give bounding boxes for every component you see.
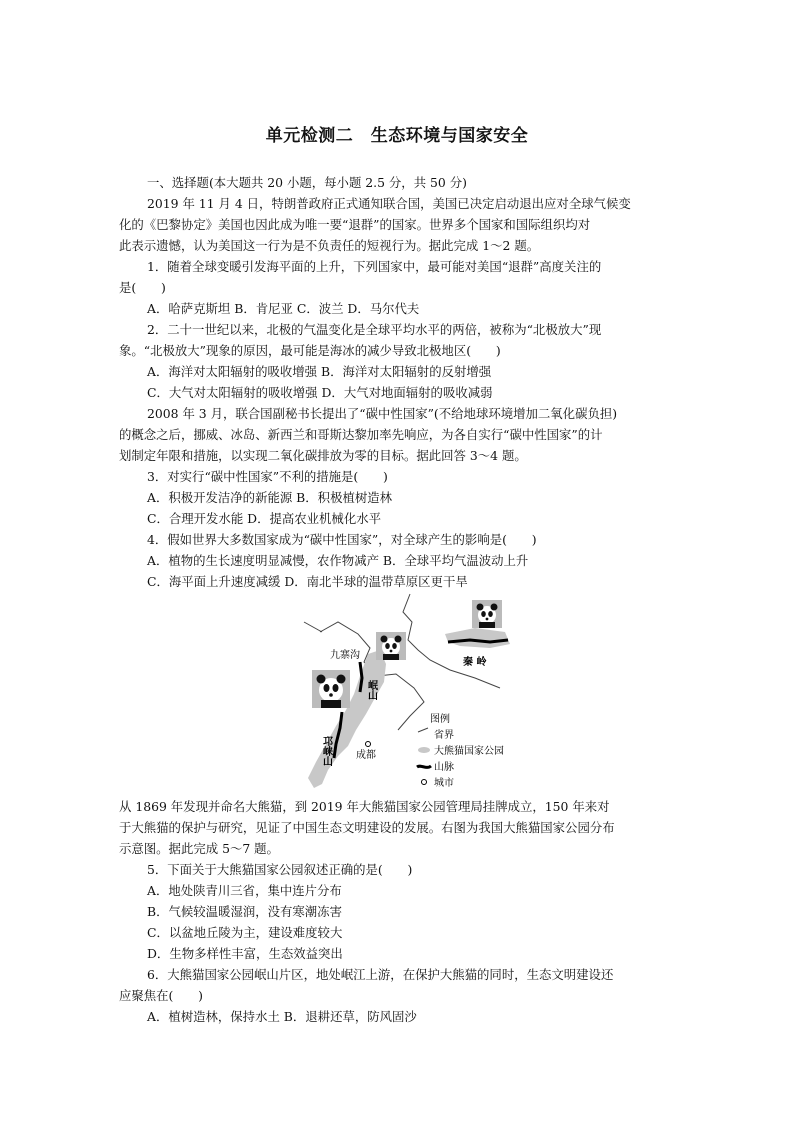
- passage-line: 于大熊猫的保护与研究，见证了中国生态文明建设的发展。右图为我国大熊猫国家公园分布: [119, 820, 615, 835]
- question-line: 应聚焦在( ): [119, 988, 204, 1003]
- passage-line: 的概念之后，挪威、冰岛、新西兰和哥斯达黎加率先响应，为各自实行“碳中性国家”的计: [119, 427, 603, 442]
- label-chengdu: 成都: [356, 750, 376, 761]
- legend-mountain-symbol: [417, 766, 431, 767]
- legend-item-border: 省界: [434, 730, 454, 741]
- park-area-qinling: [445, 628, 510, 648]
- passage-line: 此表示遗憾，认为美国这一行为是不负责任的短视行为。据此完成 1～2 题。: [119, 238, 540, 253]
- legend-park-symbol: [418, 747, 430, 753]
- legend-city-symbol: [422, 780, 427, 785]
- label-qinling: 秦 岭: [463, 657, 487, 668]
- map-svg: [300, 592, 530, 792]
- legend-item-park: 大熊猫国家公园: [434, 746, 504, 757]
- label-minshan: 岷山: [365, 680, 377, 700]
- options-line: C．合理开发水能 D．提高农业机械化水平: [147, 511, 381, 526]
- options-line: A．植树造林，保持水土 B．退耕还草，防风固沙: [147, 1009, 417, 1024]
- passage-line: 2008 年 3 月，联合国副秘书长提出了“碳中性国家”(不给地球环境增加二氧化碳负担): [147, 406, 618, 421]
- passage-line: 从 1869 年发现并命名大熊猫，到 2019 年大熊猫国家公园管理局挂牌成立，150 年来对: [119, 799, 610, 814]
- panda-icon: [472, 600, 502, 628]
- province-border: [304, 622, 322, 632]
- label-qionglai: 邛崃山: [320, 736, 332, 766]
- options-line: D．生物多样性丰富，生态效益突出: [147, 946, 343, 961]
- options-line: C．海平面上升速度减缓 D．南北半球的温带草原区更干旱: [147, 574, 468, 589]
- city-chengdu-marker: [366, 742, 371, 747]
- options-line: A．海洋对太阳辐射的吸收增强 B．海洋对太阳辐射的反射增强: [147, 364, 492, 379]
- passage-line: 化的《巴黎协定》美国也因此成为唯一要“退群”的国家。世界多个国家和国际组织均对: [119, 217, 591, 232]
- question-4: 4．假如世界大多数国家成为“碳中性国家”，对全球产生的影响是( ): [147, 532, 537, 547]
- legend-title: 图例: [430, 714, 450, 725]
- question-2: 2．二十一世纪以来，北极的气温变化是全球平均水平的两倍，被称为“北极放大”现: [147, 322, 602, 337]
- panda-icon: [376, 632, 406, 660]
- legend-border-symbol: [418, 728, 428, 732]
- question-line: 象。“北极放大”现象的原因，最可能是海冰的减少导致北极地区( ): [119, 343, 501, 358]
- passage-line: 划制定年限和措施，以实现二氧化碳排放为零的目标。据此回答 3～4 题。: [119, 448, 527, 463]
- passage-line: 2019 年 11 月 4 日，特朗普政府正式通知联合国，美国已决定启动退出应对全球气候变: [147, 196, 631, 211]
- question-3: 3．对实行“碳中性国家”不利的措施是( ): [147, 469, 388, 484]
- question-line: 是( ): [119, 280, 166, 295]
- options-line: A．植物的生长速度明显减慢，农作物减产 B．全球平均气温波动上升: [147, 553, 529, 568]
- options-line: C．以盆地丘陵为主，建设难度较大: [147, 925, 343, 940]
- options-line: A．积极开发洁净的新能源 B．积极植树造林: [147, 490, 393, 505]
- question-5: 5．下面关于大熊猫国家公园叙述正确的是( ): [147, 862, 413, 877]
- options-line: C．大气对太阳辐射的吸收增强 D．大气对地面辐射的吸收减弱: [147, 385, 493, 400]
- question-6: 6．大熊猫国家公园岷山片区，地处岷江上游，在保护大熊猫的同时，生态文明建设还: [147, 967, 614, 982]
- passage-line: 示意图。据此完成 5～7 题。: [119, 841, 279, 856]
- panda-park-map: [300, 592, 530, 792]
- question-1: 1．随着全球变暖引发海平面的上升，下列国家中，最可能对美国“退群”高度关注的: [147, 259, 602, 274]
- label-jiuzhaigou: 九寨沟: [330, 650, 360, 661]
- legend-item-mountain: 山脉: [434, 762, 454, 773]
- options-line: B．气候较温暖湿润，没有寒潮冻害: [147, 904, 342, 919]
- panda-icon: [312, 670, 350, 708]
- options-line: A．地处陕青川三省，集中连片分布: [147, 883, 342, 898]
- page-title: 单元检测二 生态环境与国家安全: [265, 126, 529, 146]
- mountain-qinling: [448, 640, 508, 642]
- legend-item-city: 城市: [434, 778, 454, 789]
- section-heading: 一、选择题(本大题共 20 小题，每小题 2.5 分，共 50 分): [147, 175, 467, 190]
- options-line: A．哈萨克斯坦 B．肯尼亚 C．波兰 D．马尔代夫: [147, 301, 420, 316]
